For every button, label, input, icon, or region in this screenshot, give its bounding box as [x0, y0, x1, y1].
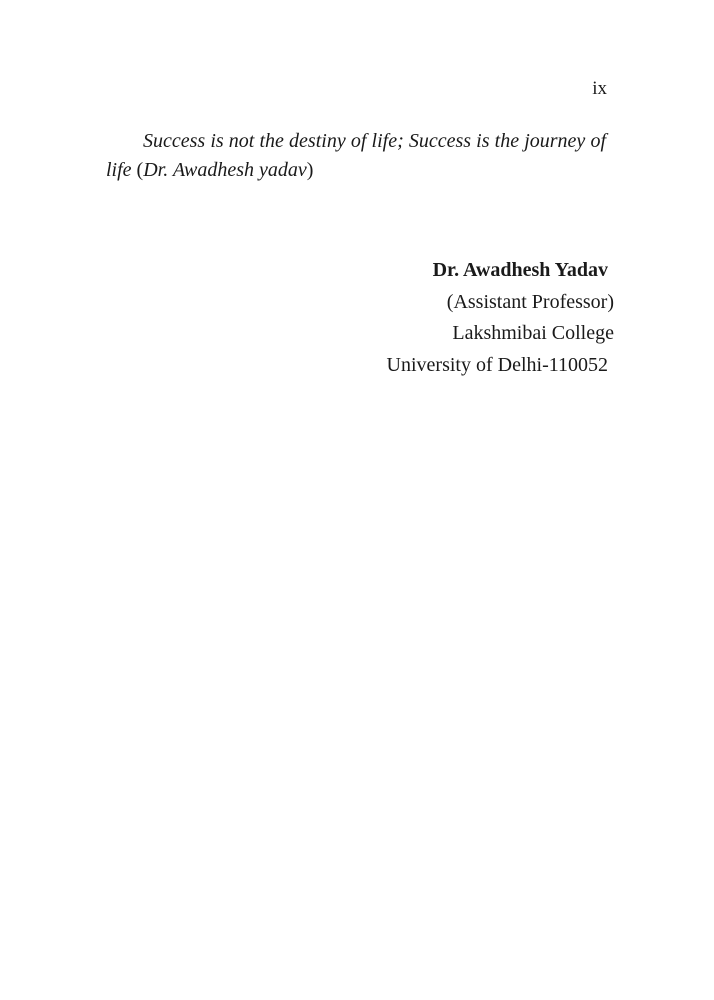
signature-block [387, 255, 614, 381]
author-designation: (Assistant Professor) [446, 290, 614, 313]
author-college: Lakshmibai College [452, 322, 614, 344]
page-number: ix [592, 78, 607, 99]
quote-open-paren: ( [131, 159, 144, 181]
quote-text: Success is not the destiny of life; Success is the journey of life [106, 130, 606, 181]
quote-attribution: Dr. Awadhesh yadav [143, 159, 307, 181]
quote-close-paren: ) [306, 159, 314, 181]
author-university: University of Delhi-110052 [386, 353, 608, 376]
epigraph-quote [106, 127, 606, 185]
author-name: Dr. Awadhesh Yadav [432, 259, 608, 281]
